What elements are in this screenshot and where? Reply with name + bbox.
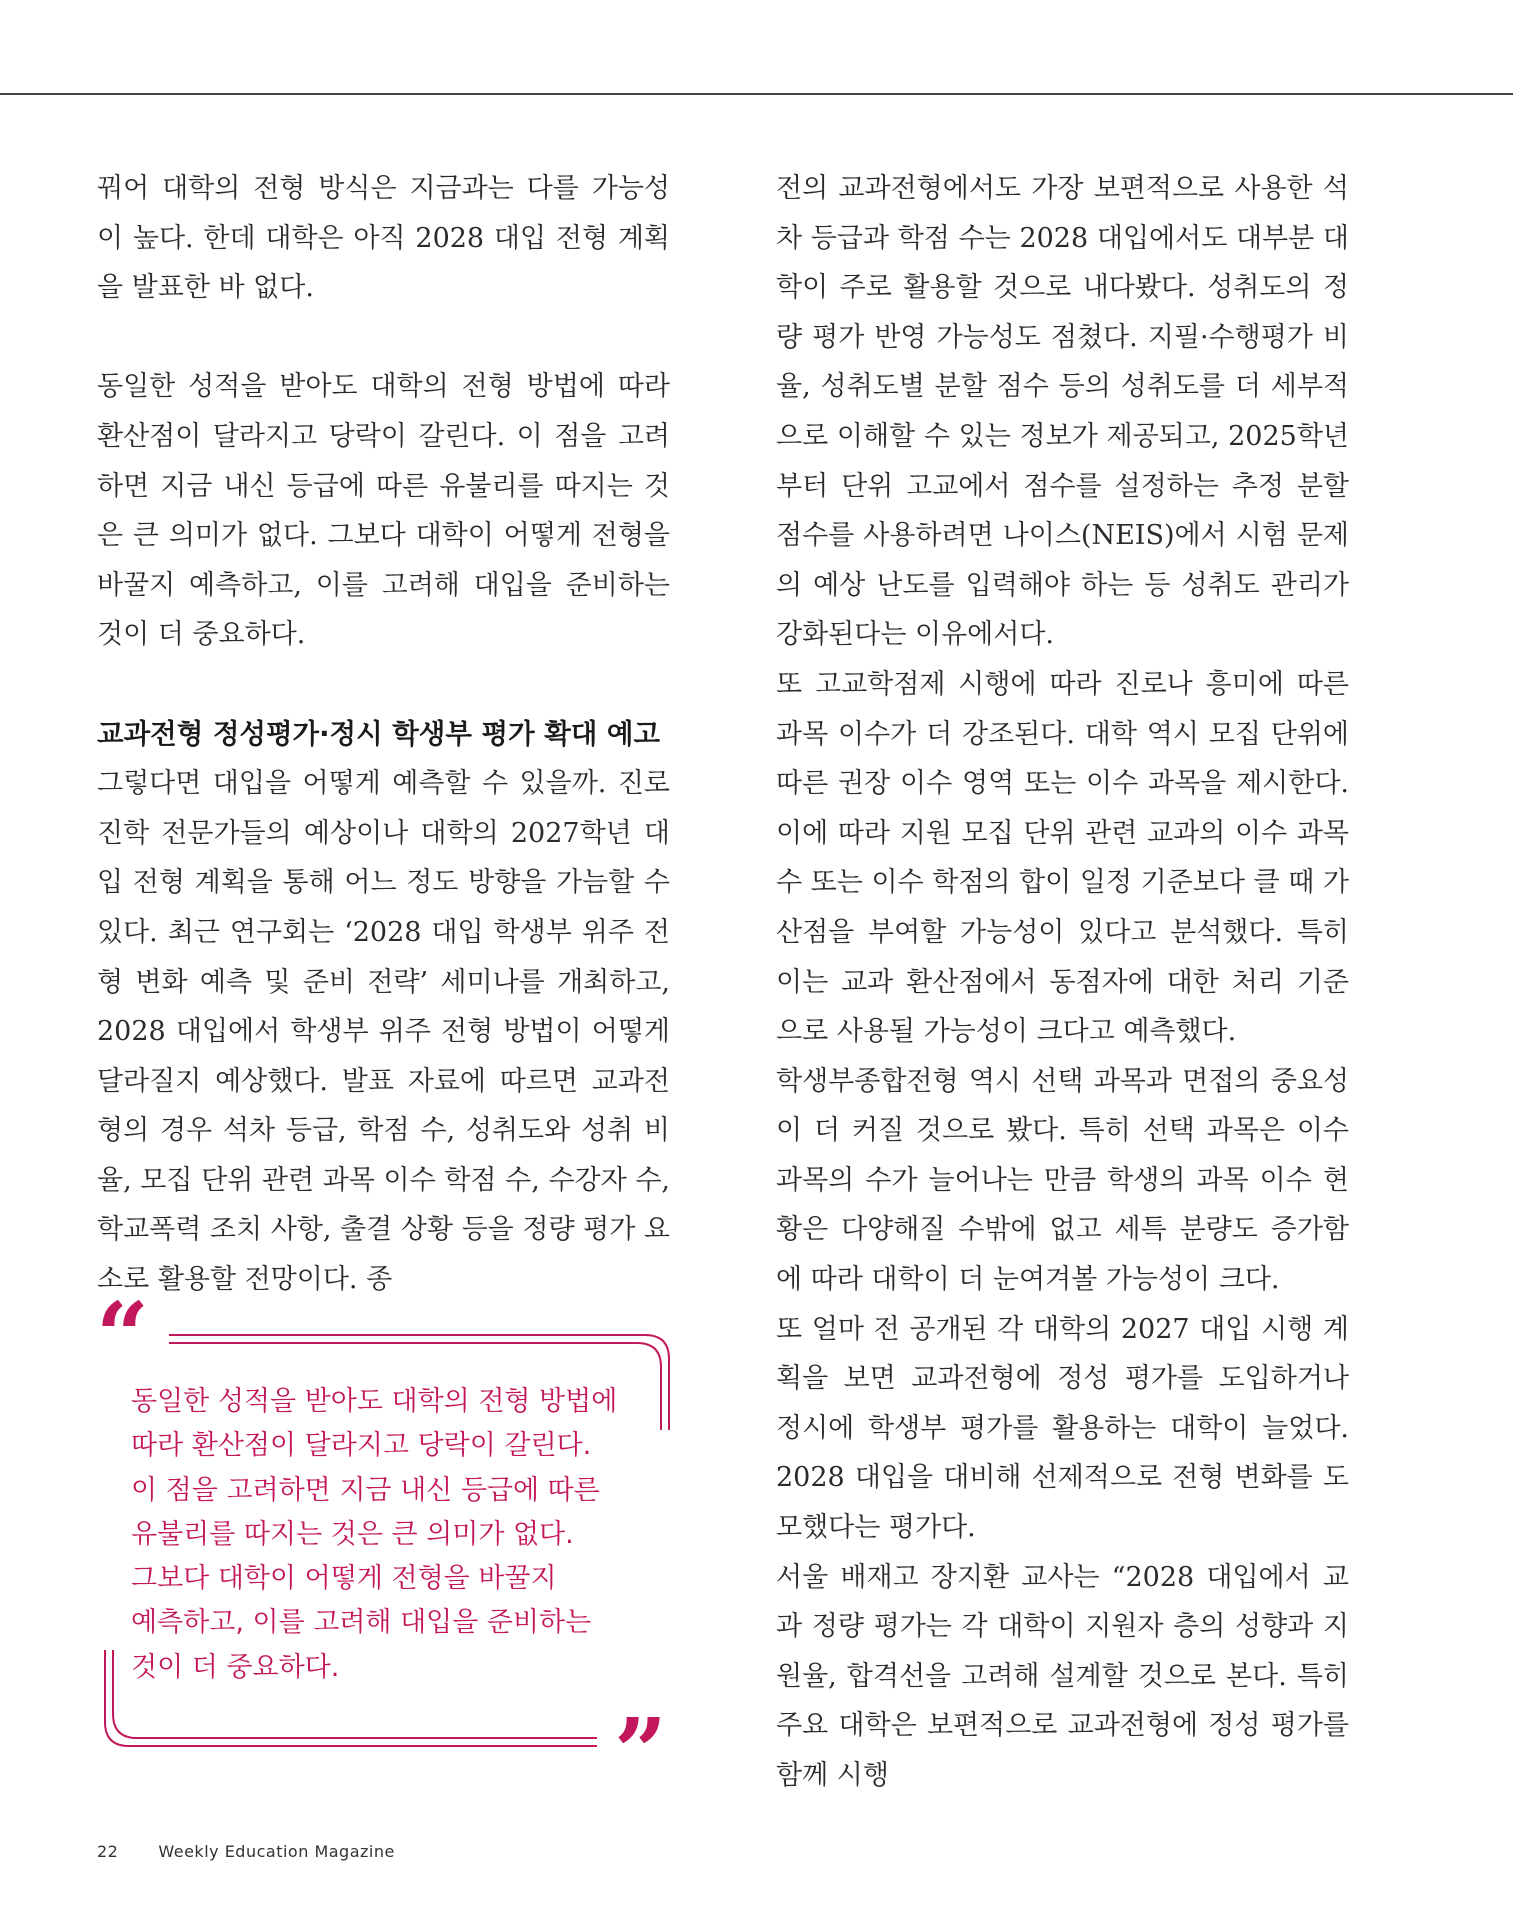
right-column	[776, 164, 1349, 1801]
pull-quote-line: 따라 환산점이 달라지고 당락이 갈린다.	[131, 1430, 592, 1462]
pull-quote-line: 예측하고, 이를 고려해 대입을 준비하는	[131, 1607, 592, 1639]
paragraph: 꿔어 대학의 전형 방식은 지금과는 다를 가능성이 높다. 한데 대학은 아직 2028 대입 전형 계획을 발표한 바 없다.	[97, 173, 670, 304]
pull-quote-line: 유불리를 따지는 것은 큰 의미가 없다.	[131, 1518, 574, 1550]
close-quote-icon: ”	[614, 1698, 667, 1806]
paragraph: 그렇다면 대입을 어떻게 예측할 수 있을까. 진로진학 전문가들의 예상이나 대학의 2027학년 대입 전형 계획을 통해 어느 정도 방향을 가늠할 수 있다. 최근 연구회는 ‘2028 대입 학생부 위주 전형 변화 예측 및 준비 전략’ 세미나를 개최하고, 2028 대입에서 학생부 위주 전형 방법이 어떻게 달라질지 예상했다. 발표 자료에 따르면 교과전형의 경우 석차 등급, 학점 수, 성취도와 성취 비율, 모집 단위 관련 과목 이수 학점 수, 수강자 수, 학교폭력 조치 사항, 출결 상황 등을 정량 평가 요소로 활용할 전망이다. 종	[97, 768, 670, 1296]
pull-quote	[131, 1380, 651, 1690]
page-footer	[97, 1842, 395, 1861]
publication-name: Weekly Education Magazine	[158, 1842, 395, 1861]
page-number: 22	[97, 1842, 119, 1861]
paragraph: 또 얼마 전 공개된 각 대학의 2027 대입 시행 계획을 보면 교과전형에 정성 평가를 도입하거나 정시에 학생부 평가를 활용하는 대학이 늘었다. 2028 대입을 대비해 선제적으로 전형 변화를 도모했다는 평가다.	[776, 1313, 1349, 1544]
open-quote-icon: “	[96, 1282, 149, 1390]
paragraph: 전의 교과전형에서도 가장 보편적으로 사용한 석차 등급과 학점 수는 2028 대입에서도 대부분 대학이 주로 활용할 것으로 내다봤다. 성취도의 정량 평가 반영 가능성도 점쳤다. 지필·수행평가 비율, 성취도별 분할 점수 등의 성취도를 더 세부적으로 이해할 수 있는 정보가 제공되고, 2025학년부터 단위 고교에서 점수를 설정하는 추정 분할 점수를 사용하려면 나이스(NEIS)에서 시험 문제의 예상 난도를 입력해야 하는 등 성취도 관리가 강화된다는 이유에서다.	[776, 173, 1349, 651]
pull-quote-line: 이 점을 고려하면 지금 내신 등급에 따른	[131, 1474, 600, 1506]
paragraph: 서울 배재고 장지환 교사는 “2028 대입에서 교과 정량 평가는 각 대학이 지원자 층의 성향과 지원율, 합격선을 고려해 설계할 것으로 본다. 특히 주요 대학은 보편적으로 교과전형에 정성 평가를 함께 시행	[776, 1561, 1349, 1791]
section-heading: 교과전형 정성평가·정시 학생부 평가 확대 예고	[97, 717, 661, 750]
pull-quote-line: 것이 더 중요하다.	[131, 1651, 340, 1683]
paragraph: 동일한 성적을 받아도 대학의 전형 방법에 따라 환산점이 달라지고 당락이 갈린다. 이 점을 고려하면 지금 내신 등급에 따른 유불리를 따지는 것은 큰 의미가 없다. 그보다 대학이 어떻게 전형을 바꿀지 예측하고, 이를 고려해 대입을 준비하는 것이 더 중요하다.	[97, 371, 670, 651]
left-column	[97, 164, 670, 1305]
paragraph: 학생부종합전형 역시 선택 과목과 면접의 중요성이 더 커질 것으로 봤다. 특히 선택 과목은 이수 과목의 수가 늘어나는 만큼 학생의 과목 이수 현황은 다양해질 수밖에 없고 세특 분량도 증가함에 따라 대학이 더 눈여겨볼 가능성이 크다.	[776, 1065, 1349, 1296]
top-divider	[0, 93, 1513, 95]
paragraph: 또 고교학점제 시행에 따라 진로나 흥미에 따른 과목 이수가 더 강조된다. 대학 역시 모집 단위에 따른 권장 이수 영역 또는 이수 과목을 제시한다. 이에 따라 지원 모집 단위 관련 교과의 이수 과목 수 또는 이수 학점의 합이 일정 기준보다 클 때 가산점을 부여할 가능성이 있다고 분석했다. 특히 이는 교과 환산점에서 동점자에 대한 처리 기준으로 사용될 가능성이 크다고 예측했다.	[776, 668, 1349, 1048]
pull-quote-line: 동일한 성적을 받아도 대학의 전형 방법에	[131, 1386, 618, 1417]
pull-quote-line: 그보다 대학이 어떻게 전형을 바꿀지	[131, 1563, 557, 1595]
